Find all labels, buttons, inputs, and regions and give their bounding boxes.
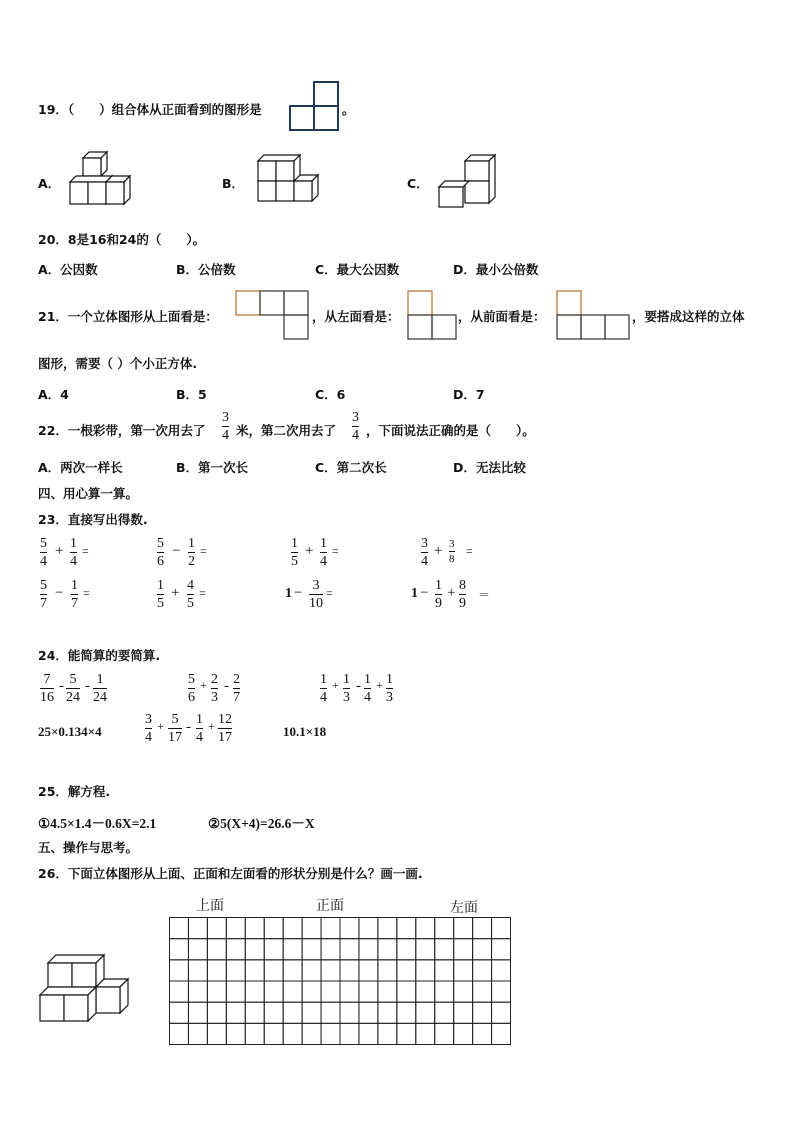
grid-cell[interactable] (264, 981, 283, 1002)
grid-cell[interactable] (435, 1002, 454, 1023)
plus-sign: + (447, 585, 456, 601)
q22-option-d[interactable]: D．无法比较 (453, 460, 526, 475)
grid-cell[interactable] (435, 981, 454, 1002)
label-front-view: 正面 (316, 898, 344, 914)
plus-sign: + (208, 719, 215, 733)
grid-cell[interactable] (170, 918, 189, 939)
q20-option-b[interactable]: B．公倍数 (176, 262, 236, 277)
grid-cell[interactable] (492, 1023, 511, 1044)
grid-cell[interactable] (473, 918, 492, 939)
q24-frac: 1 3 (343, 672, 350, 705)
q23-frac: 1 9 (435, 578, 442, 611)
grid-cell[interactable] (378, 918, 397, 939)
grid-cell[interactable] (264, 918, 283, 939)
q21-option-b[interactable]: B．5 (176, 387, 207, 402)
grid-cell[interactable] (492, 939, 511, 960)
grid-cell[interactable] (416, 918, 435, 939)
grid-cell[interactable] (170, 960, 189, 981)
grid-cell[interactable] (264, 939, 283, 960)
grid-cell[interactable] (170, 981, 189, 1002)
grid-cell[interactable] (188, 1002, 207, 1023)
grid-cell[interactable] (283, 981, 302, 1002)
q22-fraction-2: 3 4 (352, 410, 359, 443)
grid-cell[interactable] (416, 960, 435, 981)
q19-option-a-cubes-figure (70, 152, 132, 206)
grid-cell[interactable] (245, 939, 264, 960)
minus-sign: − (55, 585, 64, 601)
grid-cell[interactable] (378, 1023, 397, 1044)
minus-sign: - (85, 678, 90, 694)
grid-cell[interactable] (321, 1023, 340, 1044)
grid-cell[interactable] (188, 981, 207, 1002)
grid-cell[interactable] (397, 1023, 416, 1044)
grid-cell[interactable] (321, 1002, 340, 1023)
q19-option-a-label[interactable]: A． (38, 176, 61, 191)
grid-cell[interactable] (302, 960, 321, 981)
equals-sign: ＝ (478, 588, 491, 602)
equals-sign: = (466, 544, 473, 558)
grid-cell[interactable] (397, 939, 416, 960)
grid-cell[interactable] (264, 1023, 283, 1044)
q19-option-c-label[interactable]: C． (407, 176, 429, 191)
q20-option-c[interactable]: C．最大公因数 (315, 262, 400, 277)
equals-sign: = (83, 586, 90, 600)
minus-sign: − (172, 543, 181, 559)
grid-cell[interactable] (473, 1023, 492, 1044)
q23-frac: 1 4 (320, 536, 327, 569)
grid-cell[interactable] (207, 960, 226, 981)
grid-cell[interactable] (340, 918, 359, 939)
grid-cell[interactable] (302, 981, 321, 1002)
grid-cell[interactable] (207, 918, 226, 939)
q24-frac: 1 24 (93, 672, 107, 705)
grid-cell[interactable] (207, 981, 226, 1002)
grid-cell[interactable] (492, 918, 511, 939)
q22-text-a: 22．一根彩带，第一次用去了 (38, 423, 206, 438)
minus-sign: - (59, 678, 64, 694)
q20-text: 20．8是16和24的（ ）。 (38, 232, 206, 247)
q23-frac: 1 5 (157, 578, 164, 611)
grid-cell[interactable] (492, 981, 511, 1002)
grid-cell[interactable] (435, 918, 454, 939)
grid-cell[interactable] (207, 1023, 226, 1044)
grid-cell[interactable] (340, 981, 359, 1002)
grid-cell[interactable] (492, 1002, 511, 1023)
grid-cell[interactable] (245, 960, 264, 981)
grid-cell[interactable] (302, 1002, 321, 1023)
q26-text: 26．下面立体图形从上面、正面和左面看的形状分别是什么？画一画. (38, 866, 423, 881)
q23-frac: 4 5 (187, 578, 194, 611)
q21-top-view-figure (236, 291, 310, 341)
minus-sign: - (224, 678, 229, 694)
grid-cell[interactable] (226, 1023, 245, 1044)
q24-frac: 2 7 (233, 672, 240, 705)
q19-text: 19．（ ）组合体从正面看到的图形是 (38, 102, 262, 117)
section-5-heading: 五、操作与思考。 (38, 840, 139, 855)
q20-option-d[interactable]: D．最小公倍数 (453, 262, 539, 277)
q21-text-d: ，要搭成这样的立体 (632, 309, 745, 324)
grid-cell[interactable] (340, 1002, 359, 1023)
q22-text-c: ，下面说法正确的是（ ）。 (366, 423, 535, 438)
q24-plain-expression-2: 10.1×18 (283, 724, 327, 739)
q21-option-d[interactable]: D．7 (453, 387, 485, 402)
grid-cell[interactable] (454, 981, 473, 1002)
grid-cell[interactable] (321, 918, 340, 939)
grid-cell[interactable] (492, 960, 511, 981)
q25-equation-2: ②5(X+4)=26.6－X (208, 816, 315, 831)
grid-cell[interactable] (359, 960, 378, 981)
minus-sign: − (294, 585, 303, 601)
q23-frac: 3 8 (449, 538, 455, 565)
q21-text-b: ，从左面看是： (312, 309, 400, 324)
whole-number: 1 (411, 586, 418, 601)
grid-cell[interactable] (340, 939, 359, 960)
whole-number: 1 (285, 586, 292, 601)
equals-sign: = (199, 586, 206, 600)
grid-cell[interactable] (435, 939, 454, 960)
grid-cell[interactable] (283, 960, 302, 981)
grid-cell[interactable] (264, 1002, 283, 1023)
equals-sign: = (326, 586, 333, 600)
grid-cell[interactable] (283, 1023, 302, 1044)
grid-cell[interactable] (245, 1023, 264, 1044)
minus-sign: - (356, 678, 361, 694)
q24-frac: 1 4 (196, 712, 203, 745)
q20-option-a[interactable]: A．公因数 (38, 262, 98, 277)
q23-frac: 5 4 (40, 536, 47, 569)
equals-sign: = (82, 544, 89, 558)
q23-frac: 8 9 (459, 578, 466, 611)
plus-sign: + (332, 678, 339, 692)
q23-frac: 3 4 (421, 536, 428, 569)
q26-cubes-figure (40, 955, 134, 1025)
equals-sign: = (200, 544, 207, 558)
grid-cell[interactable] (416, 1023, 435, 1044)
q23-text: 23．直接写出得数. (38, 512, 148, 527)
q23-frac: 5 6 (157, 536, 164, 569)
grid-cell[interactable] (321, 981, 340, 1002)
q21-front-view-figure (557, 291, 631, 341)
grid-cell[interactable] (435, 960, 454, 981)
grid-cell[interactable] (473, 981, 492, 1002)
q24-text: 24．能简算的要简算. (38, 648, 161, 663)
q19-front-view-figure (290, 82, 340, 132)
grid-cell[interactable] (188, 939, 207, 960)
grid-cell[interactable] (454, 1023, 473, 1044)
grid-cell[interactable] (359, 1002, 378, 1023)
grid-cell[interactable] (359, 1023, 378, 1044)
q24-frac: 7 16 (40, 672, 54, 705)
q25-text: 25．解方程. (38, 784, 111, 799)
grid-cell[interactable] (359, 918, 378, 939)
q24-frac: 1 4 (320, 672, 327, 705)
q25-equation-1: ①4.5×1.4－0.6X=2.1 (38, 816, 157, 831)
q23-frac: 1 2 (188, 536, 195, 569)
q21-text-e: 图形，需要（ ）个小正方体. (38, 356, 198, 371)
drawing-grid[interactable] (169, 917, 511, 1045)
grid-cell[interactable] (302, 939, 321, 960)
section-4-heading: 四、用心算一算。 (38, 486, 139, 501)
grid-cell[interactable] (378, 981, 397, 1002)
q24-frac: 3 4 (145, 712, 152, 745)
grid-cell[interactable] (188, 918, 207, 939)
grid-cell[interactable] (397, 1002, 416, 1023)
q21-option-a[interactable]: A．4 (38, 387, 69, 402)
q19-option-b-cubes-figure (258, 155, 320, 205)
grid-cell[interactable] (207, 1002, 226, 1023)
grid-cell[interactable] (378, 939, 397, 960)
grid-cell[interactable] (264, 960, 283, 981)
grid-cell[interactable] (397, 981, 416, 1002)
grid-cell[interactable] (378, 960, 397, 981)
grid-cell[interactable] (302, 1023, 321, 1044)
grid-cell[interactable] (321, 960, 340, 981)
equals-sign: = (332, 544, 339, 558)
plus-sign: + (200, 678, 207, 692)
plus-sign: + (157, 719, 164, 733)
label-left-view: 左面 (450, 900, 478, 916)
grid-cell[interactable] (188, 1023, 207, 1044)
q22-option-c[interactable]: C．第二次长 (315, 460, 387, 475)
q24-frac: 1 3 (386, 672, 393, 705)
q19-option-c-cubes-figure (439, 155, 501, 209)
minus-sign: − (420, 585, 429, 601)
q24-frac: 5 6 (188, 672, 195, 705)
grid-cell[interactable] (226, 960, 245, 981)
grid-cell[interactable] (283, 939, 302, 960)
grid-cell[interactable] (473, 1002, 492, 1023)
q22-option-b[interactable]: B．第一次长 (176, 460, 249, 475)
grid-cell[interactable] (170, 1002, 189, 1023)
grid-cell[interactable] (416, 981, 435, 1002)
plus-sign: + (55, 543, 64, 559)
grid-cell[interactable] (454, 1002, 473, 1023)
q22-fraction-1: 3 4 (222, 410, 229, 443)
grid-cell[interactable] (454, 939, 473, 960)
q21-text-a: 21．一个立体图形从上面看是： (38, 309, 218, 324)
q24-frac: 5 24 (66, 672, 80, 705)
grid-cell[interactable] (226, 1002, 245, 1023)
plus-sign: + (376, 678, 383, 692)
q19-end: 。 (342, 102, 355, 117)
grid-cell[interactable] (245, 1002, 264, 1023)
q22-text-b: 米，第二次用去了 (236, 423, 337, 438)
q24-plain-expression-1: 25×0.134×4 (38, 724, 102, 739)
q24-frac: 12 17 (218, 712, 232, 745)
grid-cell[interactable] (188, 960, 207, 981)
q19-option-b-label[interactable]: B． (222, 176, 245, 191)
q23-frac: 3 10 (309, 578, 323, 611)
plus-sign: + (434, 543, 443, 559)
q21-option-c[interactable]: C．6 (315, 387, 346, 402)
grid-cell[interactable] (245, 918, 264, 939)
grid-cell[interactable] (340, 1023, 359, 1044)
grid-cell[interactable] (283, 1002, 302, 1023)
grid-cell[interactable] (226, 981, 245, 1002)
grid-cell[interactable] (302, 918, 321, 939)
grid-cell[interactable] (170, 1023, 189, 1044)
grid-cell[interactable] (416, 1002, 435, 1023)
grid-cell[interactable] (226, 918, 245, 939)
grid-cell[interactable] (435, 1023, 454, 1044)
q21-text-c: ，从前面看是： (458, 309, 546, 324)
grid-cell[interactable] (454, 918, 473, 939)
label-top-view: 上面 (196, 898, 224, 914)
plus-sign: + (171, 585, 180, 601)
grid-cell[interactable] (416, 939, 435, 960)
q23-frac: 1 7 (71, 578, 78, 611)
q24-frac: 2 3 (211, 672, 218, 705)
grid-cell[interactable] (359, 939, 378, 960)
minus-sign: - (186, 719, 191, 735)
grid-cell[interactable] (245, 981, 264, 1002)
q24-frac: 1 4 (364, 672, 371, 705)
grid-cell[interactable] (321, 939, 340, 960)
q21-left-view-figure (408, 291, 458, 341)
q24-frac: 5 17 (168, 712, 182, 745)
q23-frac: 1 4 (70, 536, 77, 569)
grid-cell[interactable] (378, 1002, 397, 1023)
grid-cell[interactable] (359, 981, 378, 1002)
grid-cell[interactable] (454, 960, 473, 981)
grid-cell[interactable] (397, 918, 416, 939)
q23-frac: 5 7 (40, 578, 47, 611)
q23-frac: 1 5 (291, 536, 298, 569)
grid-cell[interactable] (283, 918, 302, 939)
grid-cell[interactable] (397, 960, 416, 981)
q22-option-a[interactable]: A．两次一样长 (38, 460, 123, 475)
grid-cell[interactable] (207, 939, 226, 960)
grid-cell[interactable] (170, 939, 189, 960)
grid-cell[interactable] (340, 960, 359, 981)
grid-cell[interactable] (473, 960, 492, 981)
grid-cell[interactable] (226, 939, 245, 960)
grid-cell[interactable] (473, 939, 492, 960)
plus-sign: + (305, 543, 314, 559)
